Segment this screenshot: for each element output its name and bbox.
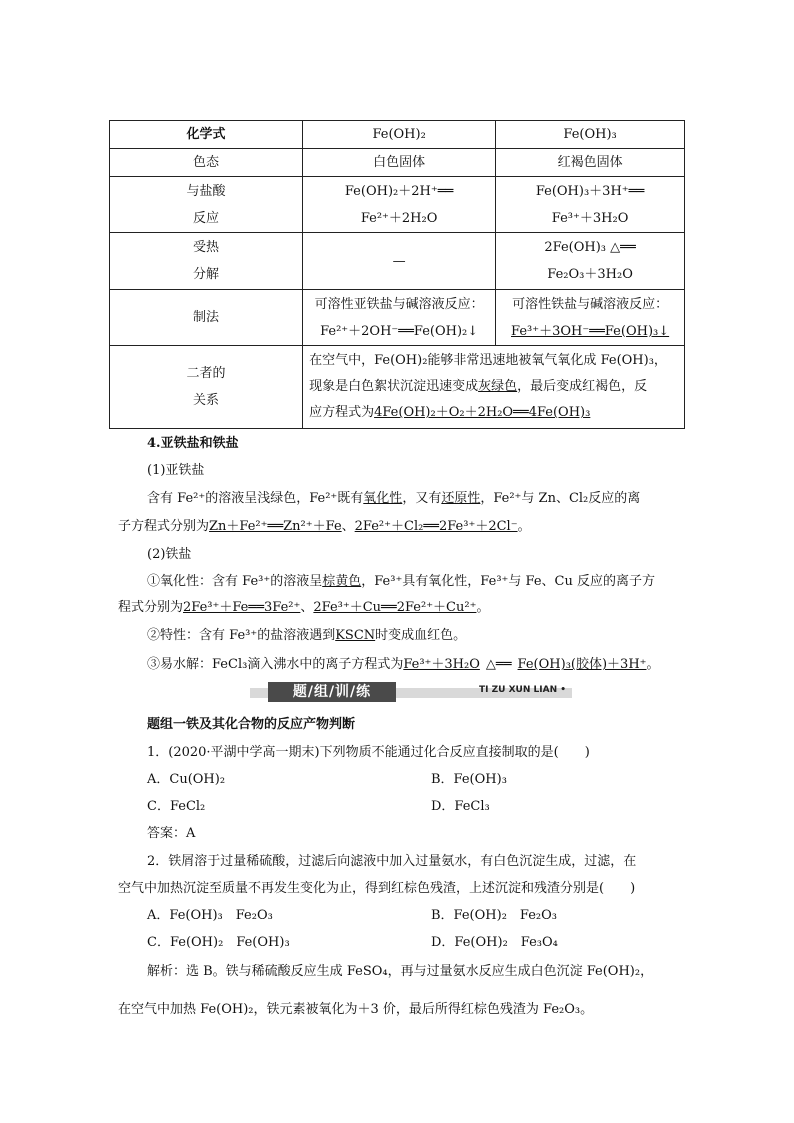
answer-underline: 2Fe³⁺＋Fe══3Fe²⁺ — [183, 600, 301, 615]
answer-underline: 棕黄色 — [322, 574, 362, 589]
equation-line: Fe²⁺＋2H₂O — [360, 210, 438, 226]
relation-cell — [303, 346, 685, 429]
answer-underline: Zn＋Fe²⁺══Zn²⁺＋Fe — [209, 519, 342, 534]
text-span: ①氧化性：含有 Fe³⁺的溶液呈 — [147, 574, 323, 589]
label-line: 分解 — [193, 267, 220, 282]
option-c: C．FeCl₂ — [147, 799, 206, 814]
group-title: 题组一铁及其化合物的反应产物判断 — [147, 717, 356, 732]
label-line: 与盐酸 — [186, 183, 226, 199]
cell-feoh2 — [303, 177, 496, 233]
answer-underline: 2Fe²⁺＋Cl₂══2Fe³⁺＋2Cl⁻ — [354, 519, 518, 534]
row-label: 色态 — [110, 149, 303, 177]
cell-feoh3 — [496, 290, 685, 346]
paragraph-line — [147, 653, 660, 672]
label-line: 受热 — [193, 240, 220, 255]
text-span: 现象是白色絮状沉淀迅速变成 — [309, 379, 479, 394]
text-line: 可溶性亚铁盐与碱溶液反应： — [314, 296, 484, 312]
paragraph-line — [118, 596, 489, 615]
answer-underline: 4Fe(OH)₂＋O₂＋2H₂O══4Fe(OH)₃ — [374, 405, 591, 420]
banner-english: TI ZU XUN LIAN • — [479, 685, 566, 695]
table-row — [110, 233, 685, 290]
section-title: 4.亚铁盐和铁盐 — [147, 436, 239, 451]
text-span: ②特性：含有 Fe³⁺的盐溶液遇到 — [147, 628, 336, 643]
comparison-table — [109, 120, 685, 429]
table-row — [110, 346, 685, 429]
row-label — [110, 346, 303, 429]
equation-line: Fe³⁺＋3H₂O — [551, 210, 629, 226]
text-span: 时变成血红色。 — [375, 628, 467, 643]
text-span: ，Fe³⁺具有氧化性，Fe³⁺与 Fe、Cu 反应的离子方 — [361, 574, 655, 589]
text-span: 。 — [646, 657, 660, 672]
paragraph-line — [147, 624, 466, 643]
row-label: 制法 — [110, 290, 303, 346]
text-span: 、 — [341, 519, 355, 534]
label-line: 关系 — [193, 393, 220, 408]
cell-feoh2: 白色固体 — [303, 149, 496, 177]
table-row — [110, 290, 685, 346]
text-line — [309, 374, 678, 400]
question-stem: 2．铁屑溶于过量稀硫酸，过滤后向滤液中加入过量氨水，有白色沉淀生成，过滤，在 — [147, 854, 637, 869]
table-row — [110, 149, 685, 177]
subsection-head: (2)铁盐 — [147, 547, 192, 562]
text-line — [309, 400, 678, 426]
text-span: 子方程式分别为 — [118, 519, 210, 534]
text-span: 应方程式为 — [309, 405, 375, 420]
text-span: 。 — [517, 519, 531, 534]
cell-feoh3: Fe(OH)₃ — [496, 121, 685, 149]
row-label: 化学式 — [110, 121, 303, 149]
answer-underline: 还原性 — [441, 491, 481, 506]
row-label — [110, 177, 303, 233]
equation-line: Fe²⁺＋2OH⁻══Fe(OH)₂↓ — [320, 323, 479, 339]
cell-feoh3: 红褐色固体 — [496, 149, 685, 177]
option-b: B．Fe(OH)₃ — [431, 772, 507, 787]
answer-underline: 氧化性 — [363, 491, 403, 506]
subsection-head: (1)亚铁盐 — [147, 463, 205, 478]
table-row — [110, 121, 685, 149]
text-span: ③易水解：FeCl₃滴入沸水中的离子方程式为 — [147, 657, 404, 672]
section-banner — [250, 682, 572, 702]
equation-line: Fe₂O₃＋3H₂O — [547, 267, 633, 282]
answer-underline: Fe³⁺＋3H₂O — [403, 657, 480, 672]
equation-line: Fe³⁺＋3OH⁻══Fe(OH)₃↓ — [511, 323, 670, 339]
equation-line: Fe(OH)₃＋3H⁺══ — [535, 183, 645, 199]
answer: 答案：A — [147, 826, 196, 841]
cell-feoh3 — [496, 233, 685, 290]
text-span: 。 — [476, 600, 490, 615]
cell-feoh3 — [496, 177, 685, 233]
question-stem: 空气中加热沉淀至质量不再发生变化为止，得到红棕色残渣，上述沉淀和残渣分别是( ) — [118, 881, 636, 896]
option-b: B．Fe(OH)₂ Fe₂O₃ — [431, 908, 557, 923]
answer-underline: 灰绿色 — [478, 379, 518, 394]
explanation: 解析：选 B。铁与稀硫酸反应生成 FeSO₄，再与过量氨水反应生成白色沉淀 Fe(OH)₂， — [147, 964, 654, 979]
text-span: 含有 Fe²⁺的溶液呈浅绿色，Fe²⁺既有 — [147, 491, 364, 506]
question-stem: 1．(2020·平湖中学高一期末)下列物质不能通过化合反应直接制取的是( ) — [147, 745, 590, 760]
option-d: D．Fe(OH)₂ Fe₃O₄ — [431, 935, 558, 950]
equation-line: Fe(OH)₂＋2H⁺══ — [344, 183, 454, 199]
text-span: ，又有 — [402, 491, 442, 506]
label-line: 二者的 — [186, 366, 226, 381]
text-span: 程式分别为 — [118, 600, 184, 615]
paragraph-line — [118, 515, 531, 534]
text-span: 、 — [300, 600, 314, 615]
text-line: 在空气中，Fe(OH)₂能够非常迅速地被氧气氧化成 Fe(OH)₃， — [309, 353, 667, 368]
text-span: ，Fe²⁺与 Zn、Cl₂反应的离 — [480, 491, 641, 506]
paragraph-line — [147, 487, 640, 506]
label-line: 反应 — [193, 210, 220, 226]
table-row — [110, 177, 685, 233]
option-a: A．Cu(OH)₂ — [147, 772, 226, 787]
cell-feoh2: Fe(OH)₂ — [303, 121, 496, 149]
equation-line: 2Fe(OH)₃ △══ — [544, 240, 636, 255]
option-d: D．FeCl₃ — [431, 799, 490, 814]
answer-underline: 2Fe³⁺＋Cu══2Fe²⁺＋Cu²⁺ — [313, 600, 477, 615]
cell-feoh2: — — [303, 233, 496, 290]
explanation: 在空气中加热 Fe(OH)₂，铁元素被氧化为＋3 价，最后所得红棕色残渣为 Fe₂O₃。 — [118, 1002, 594, 1017]
row-label — [110, 233, 303, 290]
text-span: ，最后变成红褐色，反 — [517, 379, 648, 394]
option-c: C．Fe(OH)₂ Fe(OH)₃ — [147, 935, 290, 950]
text-line: 可溶性铁盐与碱溶液反应： — [512, 296, 669, 312]
banner-tag: 题/组/训/练 — [268, 682, 396, 702]
option-a: A．Fe(OH)₃ Fe₂O₃ — [147, 908, 273, 923]
answer-underline: KSCN — [335, 628, 376, 643]
answer-underline: Fe(OH)₃(胶体)＋3H⁺ — [517, 657, 647, 672]
cell-feoh2 — [303, 290, 496, 346]
heat-arrow: △══ — [485, 657, 512, 672]
paragraph-line — [147, 570, 655, 589]
